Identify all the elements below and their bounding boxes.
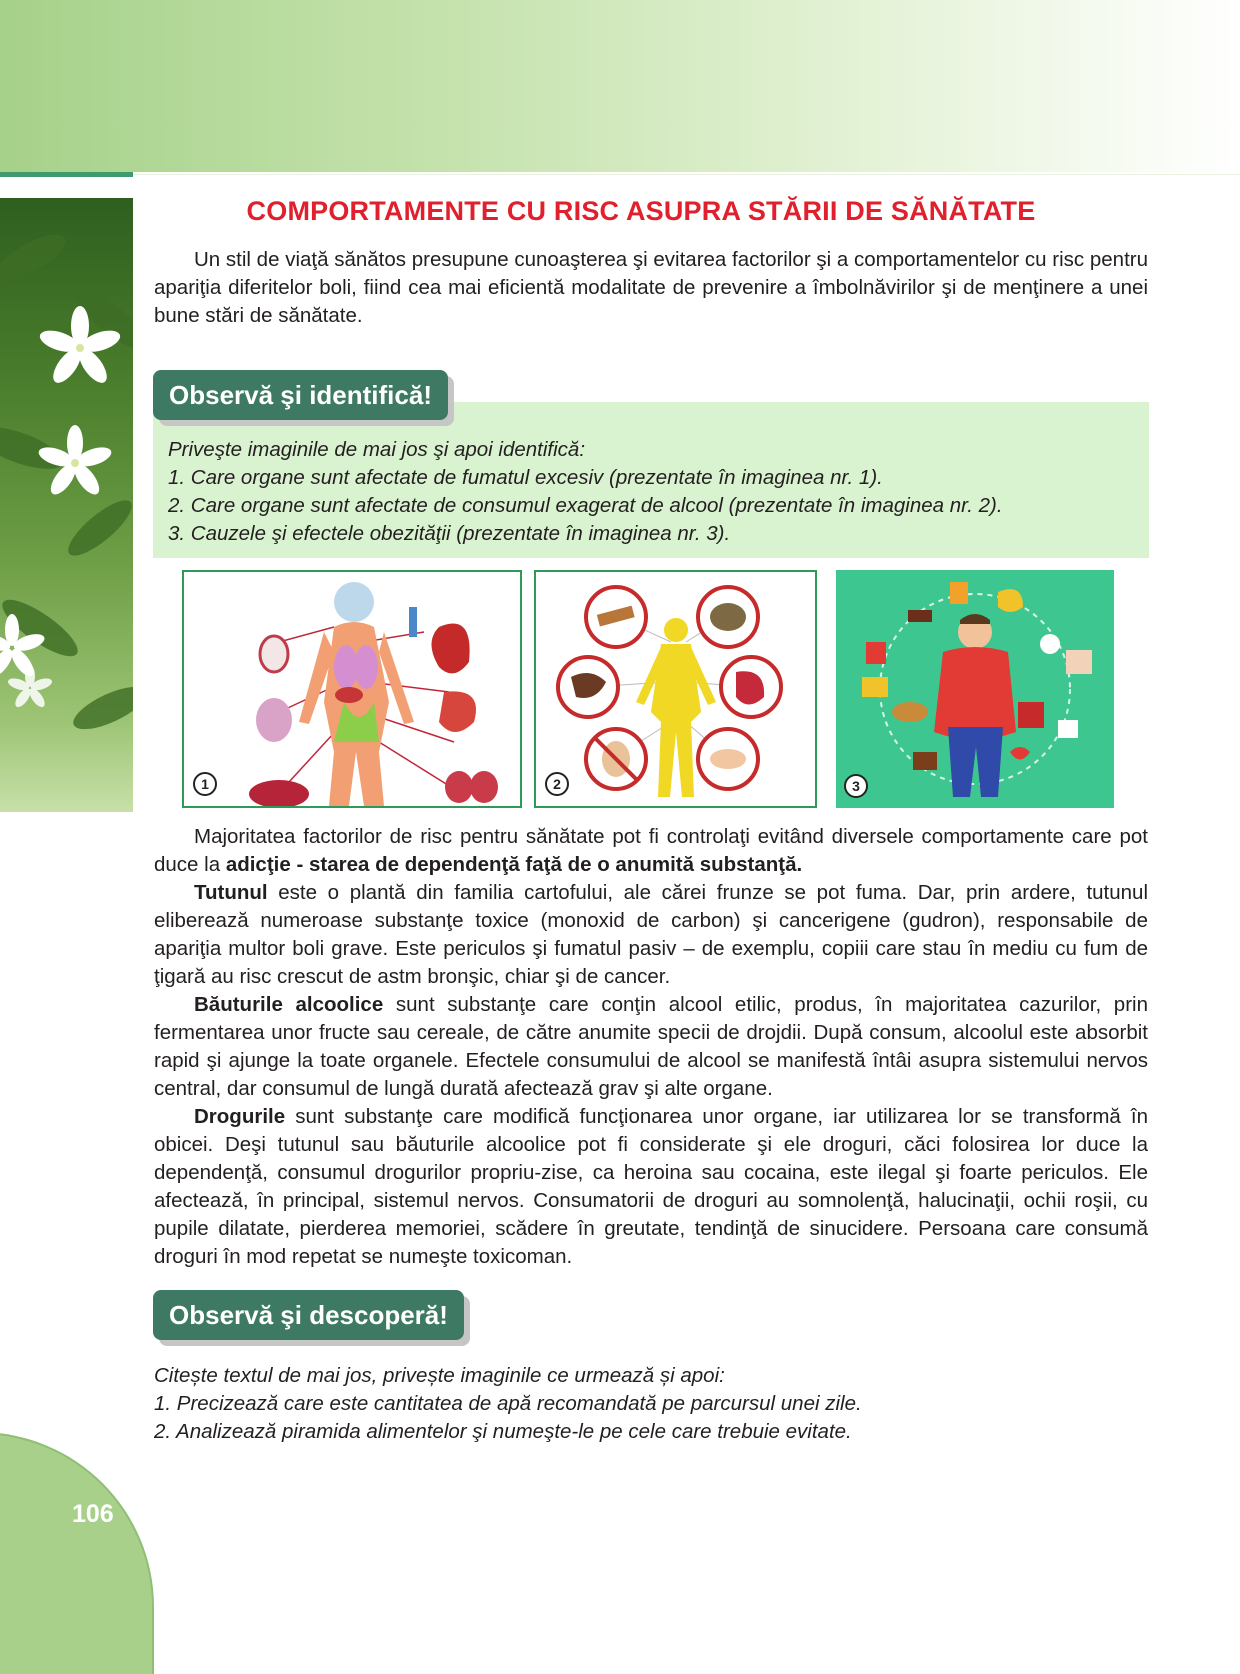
intro-text: Un stil de viaţă sănătos presupune cunoaşterea şi evitarea factorilor şi a comportamentelor cu risc pentru apariţia diferitelor boli, fiind cea mai eficientă modalitate de prevenire a îmbolnăvirilor şi de menţinere a unei bune stări de sănătate.: [154, 248, 1148, 327]
flower-photo-strip: [0, 198, 133, 812]
task-line: 2. Care organe sunt afectate de consumul exagerat de alcool (prezentate în imaginea nr. 2).: [168, 494, 1003, 517]
task-line: 1. Precizează care este cantitatea de apă recomandată pe parcursul unei zile.: [154, 1392, 862, 1415]
page-title: COMPORTAMENTE CU RISC ASUPRA STĂRII DE SĂNĂTATE: [246, 196, 1036, 226]
term-drogurile: Drogurile: [194, 1105, 286, 1128]
header-band: [0, 0, 1240, 172]
image-alcohol-organs: [534, 570, 817, 808]
term-bauturi-alcoolice: Băuturile alcoolice: [194, 993, 384, 1016]
term-tutunul: Tutunul: [194, 881, 268, 904]
section-label-identify: Observă şi identifică!: [153, 370, 448, 420]
task-list-discover: [154, 1362, 1148, 1446]
intro-paragraph: [154, 246, 1148, 330]
page-number: 106: [72, 1500, 114, 1528]
jasmine-flowers-image: [0, 198, 133, 812]
image-number-badge: 3: [844, 774, 868, 798]
body-organs-illustration: [184, 572, 520, 806]
image-obesity: [836, 570, 1114, 808]
task-line: 2. Analizează piramida alimentelor şi numeşte-le pe cele care trebuie evitate.: [154, 1420, 852, 1443]
section-label-discover: Observă şi descoperă!: [153, 1290, 464, 1340]
header-rule: [0, 172, 133, 177]
image-smoking-organs: [182, 570, 522, 808]
paragraph-adictie: Majoritatea factorilor de risc pentru sănătate pot fi controlaţi evitând diversele comportamente care pot duce la adicţie - starea de dependenţă faţă de o anumită substanţă.: [154, 825, 1148, 876]
task-line: Priveşte imaginile de mai jos şi apoi identifică:: [168, 438, 586, 461]
header-rule-thin: [133, 174, 1240, 175]
page-corner-decoration: [0, 1432, 154, 1674]
alcohol-effects-illustration: [536, 572, 815, 806]
paragraph-alcool: Băuturile alcoolice sunt substanţe care conţin alcool etilic, produs, în majoritatea cazurilor, prin fermentarea unor fructe sau cereale, de către anumite specii de drojdii. După consum, alcoolul este absorbit rapid şi ajunge la toate organele. Efectele consumului de alcool se manifestă întâi asupra sistemului nervos central, dar consumul de lungă durată afectează grav şi alte organe.: [154, 993, 1148, 1100]
task-list-identify: [168, 436, 1003, 548]
image-number-badge: 1: [193, 772, 217, 796]
paragraph-drogurile: Drogurile sunt substanţe care modifică funcţionarea unor organe, iar utilizarea lor se transformă în obicei. Deşi tutunul sau băuturile alcoolice pot fi considerate şi ele droguri, căci folosirea lor duce la dependenţă, consumul drogurilor propriu-zise, ca heroina sau cocaina, este ilegal şi foarte periculos. Ele afectează, în principal, sistemul nervos. Consumatorii de droguri au somnolenţă, halucinaţii, ochii roşii, cu pupile dilatate, pierderea memoriei, scădere în greutate, tendinţă de sinucidere. Persoana care consumă droguri în mod repetat se numeşte toxicoman.: [154, 1105, 1148, 1268]
task-line: 1. Care organe sunt afectate de fumatul excesiv (prezentate în imaginea nr. 1).: [168, 466, 883, 489]
task-box-identify: [153, 402, 1149, 558]
term-adictie: adicţie - starea de dependenţă faţă de o anumită substanţă.: [225, 853, 803, 876]
paragraph-tutunul: Tutunul este o plantă din familia cartofului, ale cărei frunze se pot fuma. Dar, prin ardere, tutunul eliberează numeroase substanţe toxice (monoxid de carbon) şi cancerigene (gudron), responsabile de apariţia multor boli grave. Este periculos şi fumatul pasiv – de exemplu, copiii care stau în mediu cu fum de ţigară au risc crescut de astm bronşic, chiar şi de cancer.: [154, 881, 1148, 988]
task-line: 3. Cauzele şi efectele obezităţii (prezentate în imaginea nr. 3).: [168, 522, 731, 545]
image-number-badge: 2: [545, 772, 569, 796]
obesity-causes-illustration: [838, 572, 1112, 806]
task-line: Citește textul de mai jos, privește imaginile ce urmează și apoi:: [154, 1364, 725, 1387]
